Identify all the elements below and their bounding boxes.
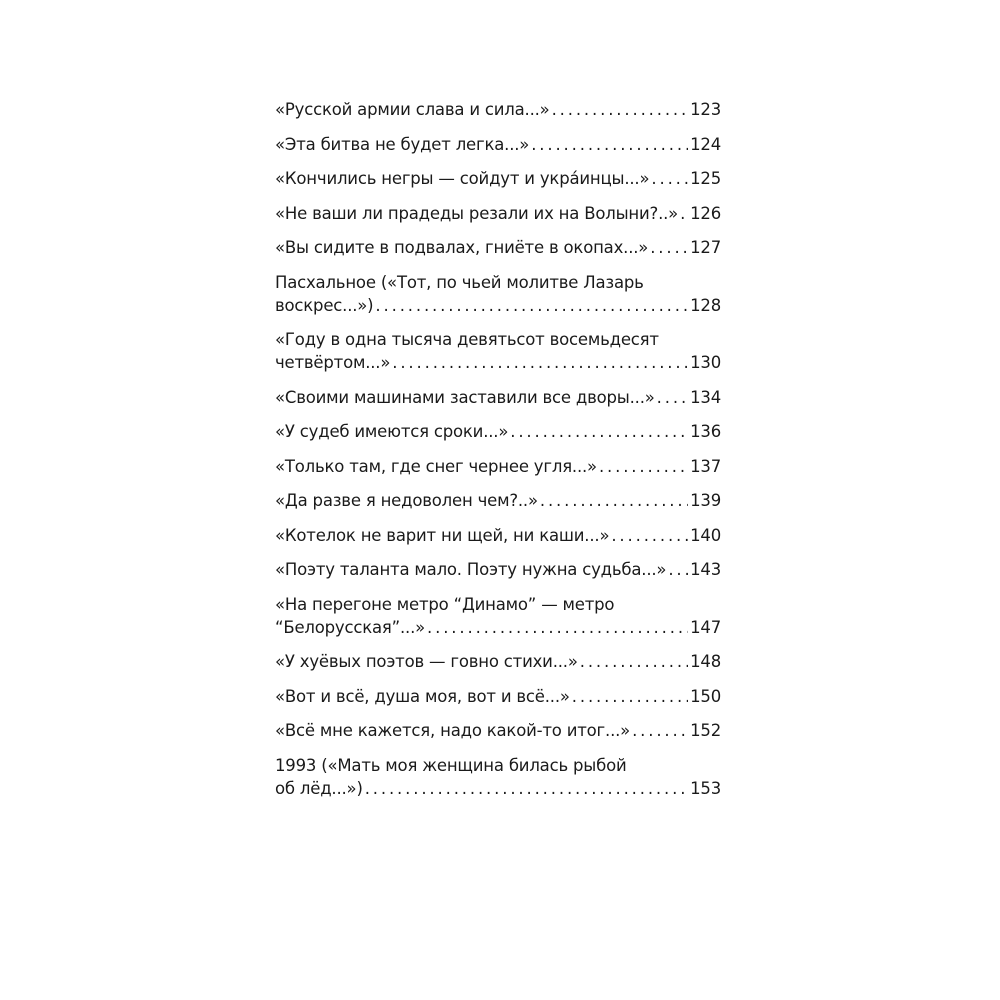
toc-entry-last-line (275, 202, 721, 225)
toc-entry-title: «Не ваши ли прадеды резали их на Волыни?..» (275, 203, 679, 223)
toc-entry-last-line (275, 420, 721, 443)
page-number: 124 (690, 134, 721, 154)
toc-entry-title: «Всё мне кажется, надо какой-то итог...» (275, 721, 631, 740)
toc-entry-last-line (275, 524, 721, 547)
toc-entry (275, 271, 721, 317)
toc-entry-last-line (275, 719, 721, 742)
dot-leader (611, 524, 688, 547)
toc-entry-title: “Белорусская”...» (275, 617, 426, 637)
toc-entry-title: 1993 («Мать моя женщина билась рыбой (275, 755, 627, 775)
toc-entry-title: «Году в одна тысяча девятьсот восемьдесят (275, 330, 659, 349)
toc-entry (275, 328, 721, 374)
page-number: 137 (690, 456, 721, 476)
toc-entry (275, 650, 721, 673)
toc-entry-last-line (275, 455, 721, 478)
dot-leader (657, 386, 688, 409)
toc-entry (275, 455, 721, 478)
toc-entry (275, 98, 721, 121)
table-of-contents (275, 98, 721, 800)
toc-entry-title: «Эта битва не будет легка...» (275, 134, 530, 154)
dot-leader (365, 777, 688, 800)
toc-entry-title: «Да разве я недоволен чем?..» (275, 491, 538, 510)
page-number: 140 (690, 525, 721, 545)
toc-entry (275, 719, 721, 742)
page-number: 126 (690, 203, 721, 223)
toc-entry-last-line (275, 616, 721, 639)
toc-entry (275, 236, 721, 259)
toc-entry-title: «Котелок не варит ни щей, ни каши...» (275, 525, 610, 545)
toc-entry-title: «Только там, где снег чернее угля...» (275, 456, 597, 476)
toc-entry (275, 167, 721, 190)
page-number: 134 (690, 387, 721, 407)
toc-entry-title: «На перегоне метро “Динамо” — метро (275, 594, 615, 614)
page-number: 130 (690, 353, 721, 372)
toc-entry-title: об лёд...») (275, 778, 363, 798)
toc-entry-title: «Вот и всё, душа моя, вот и всё...» (275, 686, 570, 706)
toc-entry-title: Пасхальное («Тот, по чьей молитве Лазарь (275, 272, 644, 292)
toc-entry (275, 685, 721, 708)
toc-entry-last-line (275, 558, 721, 581)
dot-leader (680, 202, 688, 225)
dot-leader (531, 133, 688, 156)
toc-entry (275, 489, 721, 512)
dot-leader (580, 650, 688, 673)
page-number: 150 (690, 686, 721, 706)
toc-entry-line (275, 271, 721, 294)
page-number: 143 (690, 560, 721, 579)
dot-leader (510, 420, 688, 443)
toc-entry (275, 754, 721, 800)
toc-entry-title: «Русской армии слава и сила...» (275, 100, 550, 119)
dot-leader (668, 558, 688, 581)
page-number: 123 (690, 100, 721, 119)
dot-leader (650, 236, 688, 259)
toc-entry-line (275, 593, 721, 616)
toc-entry (275, 386, 721, 409)
dot-leader (632, 719, 688, 742)
toc-entry-title: «У хуёвых поэтов — говно стихи...» (275, 652, 578, 671)
dot-leader (552, 98, 689, 121)
toc-entry-title: четвёртом...» (275, 353, 391, 372)
toc-entry-last-line (275, 351, 721, 374)
dot-leader (599, 455, 688, 478)
toc-entry-last-line (275, 236, 721, 259)
toc-entry-last-line (275, 489, 721, 512)
page-number: 152 (690, 721, 721, 740)
toc-entry-title: «У судеб имеются сроки...» (275, 422, 509, 441)
toc-entry (275, 133, 721, 156)
toc-entry-title: «Своими машинами заставили все дворы...» (275, 387, 655, 407)
page-number: 136 (690, 422, 721, 441)
toc-entry-line (275, 328, 721, 351)
toc-entry-last-line (275, 294, 721, 317)
dot-leader (651, 167, 688, 190)
page-number: 127 (690, 238, 721, 257)
page-number: 147 (690, 617, 721, 637)
toc-entry (275, 202, 721, 225)
toc-entry-title: «Поэту таланта мало. Поэту нужна судьба...» (275, 560, 667, 579)
page-number: 125 (690, 169, 721, 188)
toc-entry-last-line (275, 685, 721, 708)
page-number: 128 (690, 295, 721, 315)
toc-entry (275, 593, 721, 639)
toc-entry-last-line (275, 777, 721, 800)
toc-entry (275, 558, 721, 581)
toc-entry-last-line (275, 98, 721, 121)
dot-leader (392, 351, 688, 374)
toc-entry (275, 524, 721, 547)
toc-entry-title: «Вы сидите в подвалах, гниёте в окопах...» (275, 238, 649, 257)
toc-entry-title: воскрес...») (275, 295, 374, 315)
page-number: 139 (690, 491, 721, 510)
page-number: 148 (690, 652, 721, 671)
toc-entry (275, 420, 721, 443)
toc-entry-last-line (275, 167, 721, 190)
dot-leader (540, 489, 688, 512)
dot-leader (427, 616, 688, 639)
toc-entry-last-line (275, 650, 721, 673)
page-number: 153 (690, 778, 721, 798)
dot-leader (375, 294, 688, 317)
toc-entry-last-line (275, 133, 721, 156)
toc-entry-title: «Кончились негры — сойдут и укра́инцы...» (275, 169, 650, 188)
dot-leader (572, 685, 688, 708)
toc-entry-line (275, 754, 721, 777)
toc-entry-last-line (275, 386, 721, 409)
